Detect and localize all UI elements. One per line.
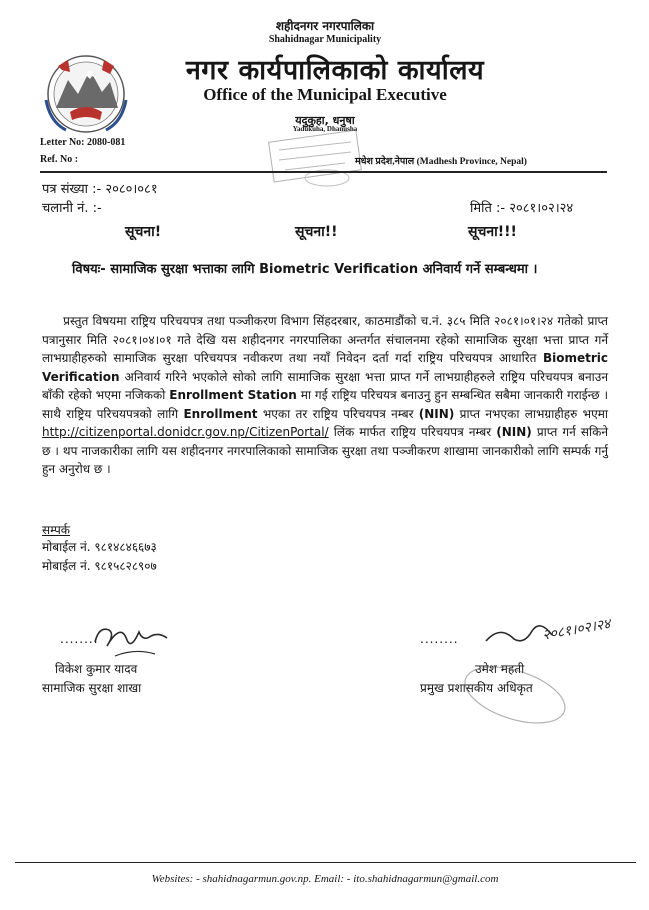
body-text-4: भएका तर राष्ट्रिय परिचयपत्र नम्बर	[257, 406, 419, 421]
office-stamp	[265, 128, 365, 188]
left-signature-line: ........	[60, 632, 99, 646]
office-title-np: नगर कार्यपालिकाको कार्यालय	[185, 55, 485, 86]
office-title-en: Office of the Municipal Executive	[203, 85, 447, 104]
notice-heading-1: सूचना!	[125, 224, 162, 240]
dispatch-number: चलानी नं. :-	[42, 201, 102, 216]
contact-mobile-1: मोबाईल नं. ९८१४८४६६७३	[42, 540, 157, 554]
header-divider	[40, 171, 607, 173]
municipality-name-en: Shahidnagar Municipality	[268, 34, 382, 45]
footer-divider	[15, 862, 636, 863]
place-en: Yadukuha, Dhanusha	[292, 125, 358, 133]
place-np: यदुकुहा, धनुषा	[295, 114, 355, 127]
body-text-2: अनिवार्य गरिने भएकोले सोको लागि सामाजिक सुरक्षा भत्ता प्राप्त गर्ने लाभग्राहीहरुले राष्ट्रिय परिचयपत्र बनाउन बाँकी रहेको भएमा नजिकको	[42, 369, 608, 402]
body-bold-biometric: Biometric Verification	[42, 351, 608, 384]
contact-mobile-2: मोबाईल नं. ९८१५८२८९०७	[42, 559, 157, 573]
left-signatory-department: सामाजिक सुरक्षा शाखा	[42, 681, 142, 695]
notice-heading-3: सूचना!!!	[468, 224, 517, 240]
body-bold-enrollment-station: Enrollment Station	[169, 388, 297, 402]
body-text-7: प्राप्त गर्न सकिने छ । थप नाजकारीका लागि यस शहीदनगर नगरपालिकाको सामाजिक सुरक्षा तथा पञ्जीकरण शाखामा जानकारीको लागि सम्पर्क गर्नु हुन अनुरोध छ ।	[42, 425, 608, 476]
province-label: मधेश प्रदेश,नेपाल (Madhesh Province, Nepal)	[355, 157, 527, 167]
municipality-name-np: शहीदनगर नगरपालिका	[275, 19, 375, 33]
contact-heading: सम्पर्क	[42, 523, 70, 537]
right-signatory-name: उमेश महती	[475, 662, 525, 676]
body-text-3: मा गई राष्ट्रिय परिचयत्र बनाउनु हुन सम्बन्धित सबैमा जानकारी गराईन्छ । साथै राष्ट्रिय परिचयपत्रको लागि	[42, 388, 608, 421]
left-signatory-name: विकेश कुमार यादव	[55, 662, 138, 676]
body-text-5: प्राप्त नभएका लाभग्राहीहरु भएमा	[454, 406, 608, 421]
municipality-logo	[40, 50, 132, 136]
reference-number: Ref. No :	[40, 154, 79, 165]
citizen-portal-link[interactable]: http://citizenportal.donidcr.gov.np/CitizenPortal/	[42, 425, 329, 439]
body-bold-nin-2: (NIN)	[496, 425, 532, 439]
official-seal	[455, 665, 575, 725]
body-bold-nin: (NIN)	[418, 406, 455, 421]
right-signatory-title: प्रमुख प्रशासकीय अधिकृत	[420, 681, 533, 695]
subject-line: विषयः- सामाजिक सुरक्षा भत्ताका लागि Biometric Verification अनिवार्य गर्ने सम्बन्धमा ।	[72, 262, 538, 277]
body-paragraph	[42, 312, 608, 479]
right-signature-image	[480, 605, 620, 655]
right-signature-line: ........	[420, 632, 459, 646]
left-signature-image	[85, 612, 175, 662]
date-label: मिति :- २०८१।०२।२४	[470, 201, 574, 216]
notice-heading-2: सूचना!!	[295, 224, 338, 240]
letter-number: Letter No: 2080-081	[40, 137, 126, 148]
right-signature-date: २०८१।०२।२४	[541, 616, 612, 644]
body-bold-enrollment: Enrollment	[183, 406, 258, 421]
body-text-6: लिंक मार्फत राष्ट्रिय परिचयपत्र नम्बर	[328, 425, 497, 439]
letter-serial: पत्र संख्या :- २०८०।०८१	[42, 182, 158, 197]
body-text-1: प्रस्तुत विषयमा राष्ट्रिय परिचयपत्र तथा पञ्जीकरण विभाग सिंहदरबार, काठमाडौंको च.नं. ३८५ मिति २०८१।०१।२४ गतेको प्राप्त पत्रानुसार मिति २०८१।०४।०१ गते देखि यस शहीदनगर नगरपालिका अन्तर्गत संचालनमा रहेको सामाजिक सुरक्षा भत्ता प्राप्त गर्ने लाभग्राहीहरुको सामाजिक सुरक्षा परिचयपत्र नवीकरण तथा नयाँ निवेदन दर्ता गर्दा राष्ट्रिय परिचयपत्र आधारित	[42, 314, 608, 365]
footer-contact: Websites: - shahidnagarmun.gov.np. Email: - ito.shahidnagarmun@gmail.com	[151, 873, 499, 885]
